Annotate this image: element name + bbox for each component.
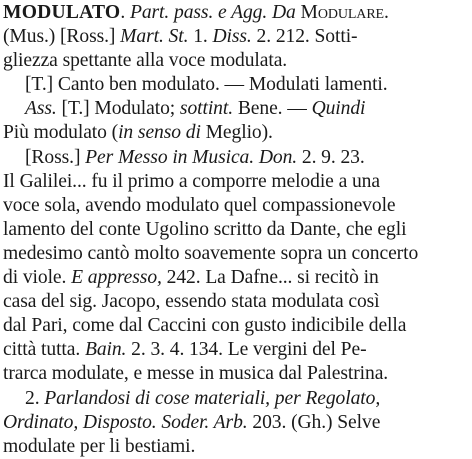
text-run: Diss. [212,26,252,48]
text-run: di viole. [3,267,72,289]
text-run: 1. [188,26,213,48]
text-run: Ordinato, Disposto. Soder. Arb. [3,411,248,433]
text-run: Ass. [25,98,57,120]
text-run: 203. (Gh.) Selve [247,411,381,433]
text-run: Parlandosi di cose materiali, per Regolato, [44,387,381,409]
text-run: Modulare [300,2,385,23]
text-run: 2. [25,387,45,409]
text-run: modulate per li bestiami. [3,435,196,457]
entry-line-6 [3,121,469,145]
entry-line-4 [3,73,469,97]
text-run: [T.] Modulato; [56,98,180,120]
text-run: medesimo cantò molto soavemente sopra un concerto [3,242,419,264]
text-run: . [120,2,130,23]
entry-line-1 [3,1,469,25]
entry-line-3 [3,49,469,73]
text-run: dal Pari, come dal Caccini con gusto indicibile della [3,315,407,337]
text-run: sottint. [179,98,234,120]
text-run: gliezza spettante alla voce modulata. [3,50,288,72]
entry-line-5 [3,97,469,121]
entry-line-14 [3,314,469,338]
text-run: 2. 212. Sotti- [251,26,358,48]
entry-line-11 [3,242,469,266]
entry-line-8 [3,170,469,194]
entry-line-17 [3,387,469,411]
text-run: (Mus.) [Ross.] [3,26,121,48]
entry-line-15 [3,338,469,362]
text-run: [Ross.] [25,146,86,168]
text-run: in senso di [118,122,201,144]
text-run: Bain. [84,339,127,361]
text-run: Il Galilei... fu il primo a comporre melodie a una [3,170,380,192]
entry-line-2 [3,25,469,49]
text-run: Per Messo in Musica. Don. [85,146,298,168]
entry-line-10 [3,218,469,242]
entry-line-9 [3,194,469,218]
text-run: città tutta. [3,339,85,361]
text-run: 2. 9. 23. [297,146,365,168]
entry-line-12 [3,266,469,290]
text-run: 2. 3. 4. 134. Le vergini del Pe- [126,339,367,361]
entry-line-18 [3,411,469,435]
text-run: [T.] Canto ben modulato. — Modulati lamenti. [25,74,388,96]
entry-line-16 [3,362,469,386]
headword: MODULATO [3,2,121,23]
text-run: Più modulato ( [3,122,119,144]
text-run: lamento del conte Ugolino scritto da Dante, che egli [3,218,407,240]
text-run: E appresso, [71,267,162,289]
text-run: trarca modulate, e messe in musica dal Palestrina. [3,363,389,385]
text-run: Bene. — [233,98,312,120]
text-run: Mart. St. [120,26,189,48]
text-run: voce sola, avendo modulato quel compassionevole [3,194,396,216]
dictionary-entry [3,1,469,459]
entry-line-19 [3,435,469,459]
text-run: Part. pass. e Agg. Da [129,2,301,23]
text-run: Quindi [311,98,366,120]
entry-line-7 [3,146,469,170]
entry-line-13 [3,290,469,314]
text-run: Meglio). [200,122,273,144]
text-run: casa del sig. Jacopo, essendo stata modulata così [3,291,380,313]
text-run: 242. La Dafne... si recitò in [161,267,379,289]
text-run: . [384,2,389,23]
